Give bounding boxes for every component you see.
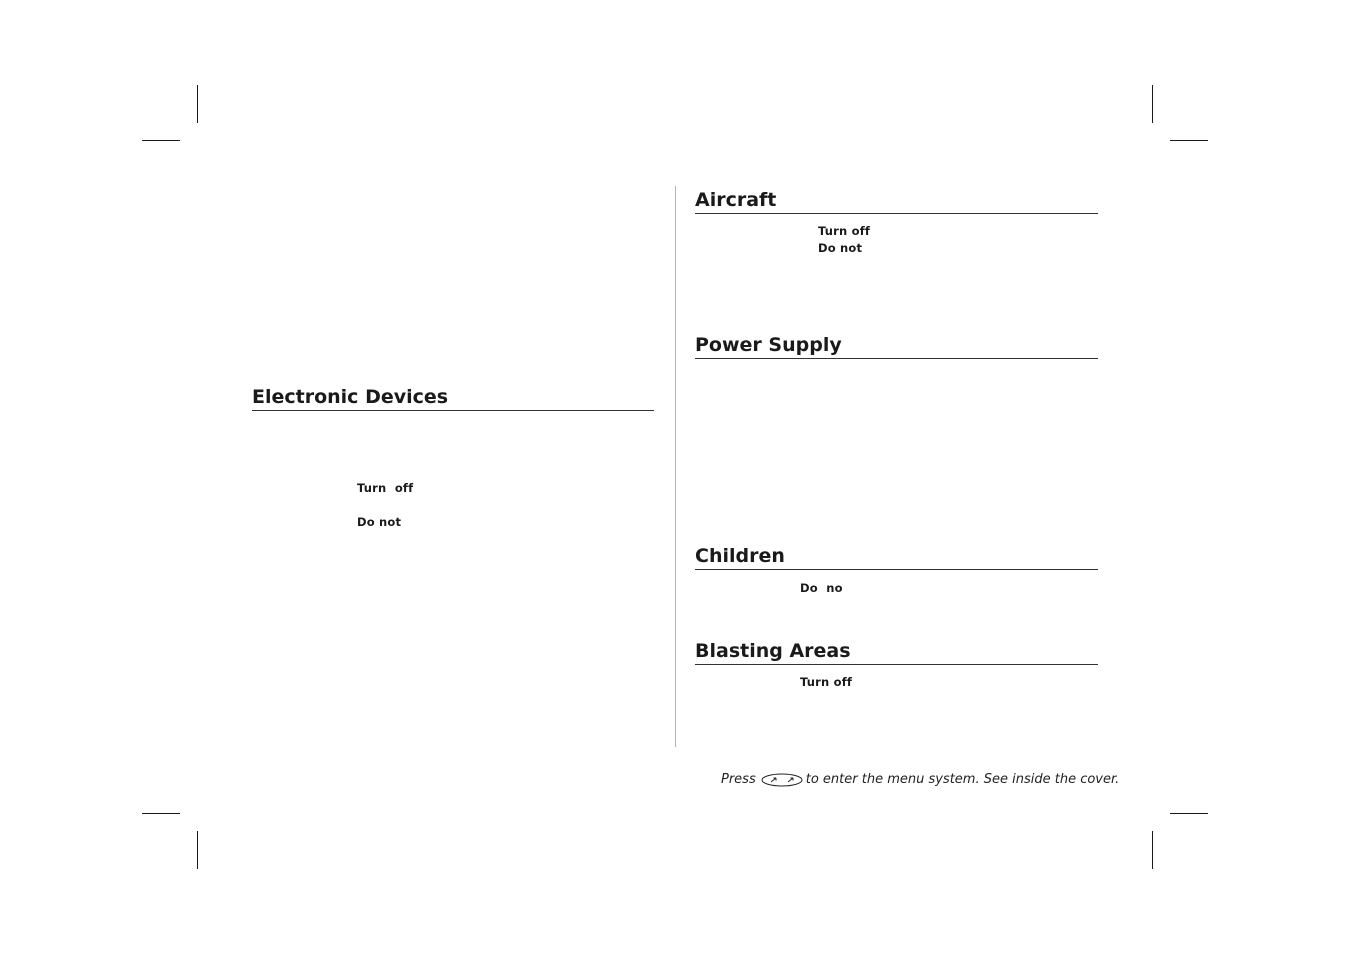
crop-mark-top-right-horizontal [1170, 140, 1208, 141]
blasting-areas-turn-off: Turn off [800, 675, 853, 689]
electronic-devices-do-not: Do not [357, 515, 402, 529]
crop-mark-top-right-vertical [1152, 85, 1153, 123]
menu-key-icon [761, 773, 803, 787]
children-do-not: Do no [800, 581, 843, 595]
electronic-devices-turn-off: Turn off [357, 481, 414, 495]
footer-note [721, 769, 1120, 789]
blasting-areas-heading: Blasting Areas [695, 640, 1098, 665]
aircraft-heading: Aircraft [695, 189, 1098, 214]
footer-instruction-text: to enter the menu system. See inside the cover. [805, 771, 1120, 787]
crop-mark-top-left-horizontal [142, 140, 180, 141]
aircraft-turn-off: Turn off [818, 224, 871, 238]
aircraft-do-not: Do not [818, 241, 863, 255]
footer-press-text: Press [721, 771, 756, 787]
children-heading: Children [695, 545, 1098, 570]
crop-mark-top-left-vertical [197, 85, 198, 123]
power-supply-heading: Power Supply [695, 334, 1098, 359]
electronic-devices-heading: Electronic Devices [252, 386, 654, 411]
crop-mark-bottom-right-vertical [1152, 831, 1153, 869]
page-divider [675, 186, 676, 747]
crop-mark-bottom-left-vertical [197, 831, 198, 869]
crop-mark-bottom-left-horizontal [142, 813, 180, 814]
crop-mark-bottom-right-horizontal [1170, 813, 1208, 814]
